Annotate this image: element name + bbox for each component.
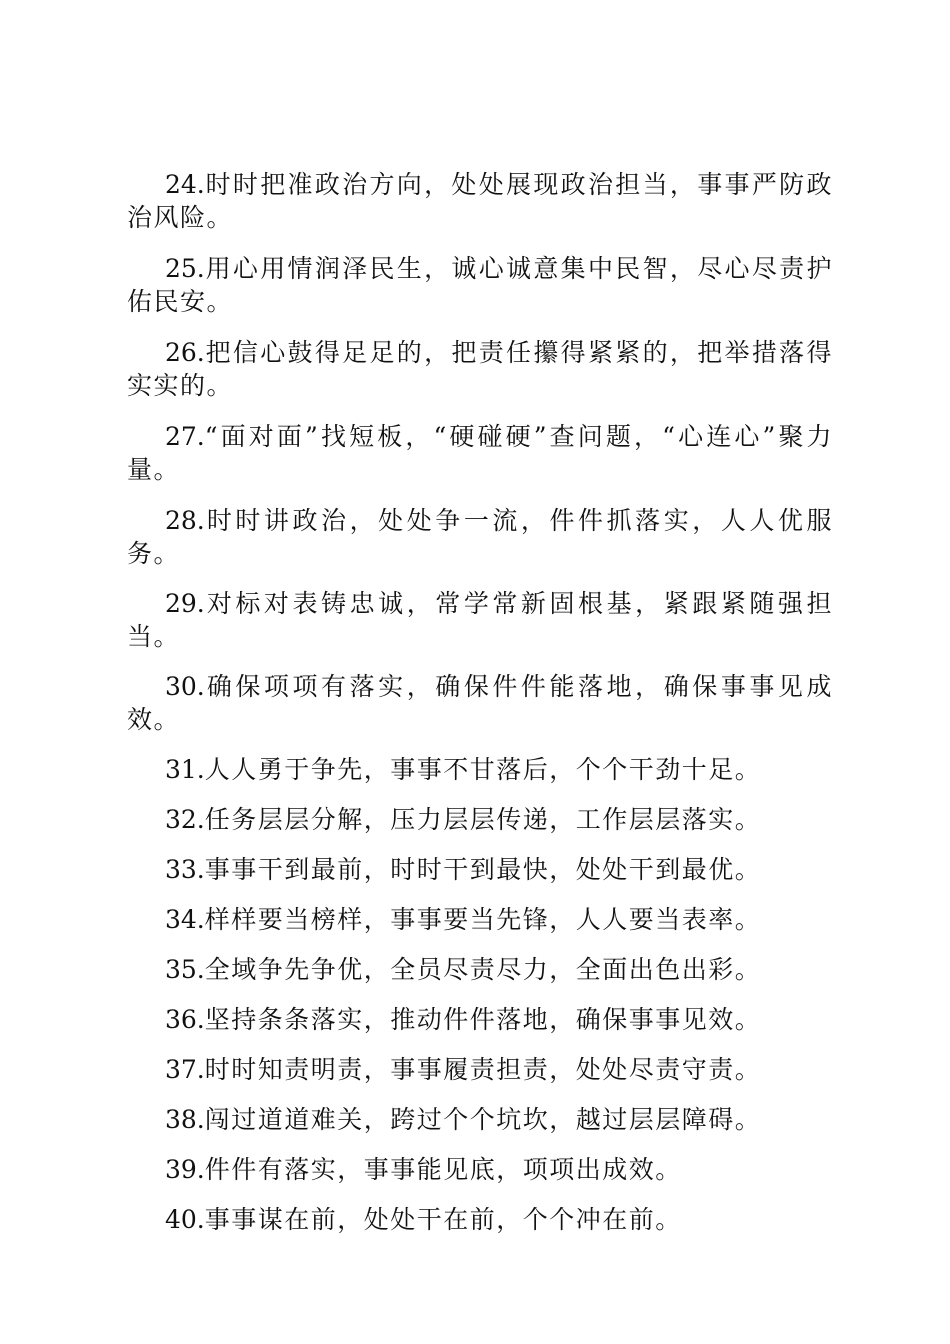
list-item-29 — [127, 587, 833, 653]
item-number: 24. — [165, 170, 205, 199]
item-text: 任务层层分解，压力层层传递，工作层层落实。 — [204, 805, 762, 834]
list-item-31 — [127, 753, 833, 786]
item-text: 事事干到最前，时时干到最快，处处干到最优。 — [204, 855, 762, 884]
item-number: 40. — [165, 1205, 205, 1234]
list-item-26 — [127, 336, 833, 402]
item-text: 件件有落实，事事能见底，项项出成效。 — [204, 1155, 682, 1184]
item-text: “面对面”找短板，“硬碰硬”查问题，“心连心”聚力量。 — [127, 422, 833, 484]
item-text: 确保项项有落实，确保件件能落地，确保事事见成效。 — [127, 672, 833, 734]
list-item-24 — [127, 168, 833, 234]
item-text: 时时把准政治方向，处处展现政治担当，事事严防政治风险。 — [127, 170, 833, 232]
item-text: 对标对表铸忠诚，常学常新固根基，紧跟紧随强担当。 — [127, 589, 833, 651]
item-text: 时时讲政治，处处争一流，件件抓落实，人人优服务。 — [127, 506, 833, 568]
list-item-27 — [127, 420, 833, 486]
item-number: 37. — [165, 1055, 205, 1084]
list-item-37 — [127, 1053, 833, 1086]
item-text: 样样要当榜样，事事要当先锋，人人要当表率。 — [204, 905, 762, 934]
item-text: 全域争先争优，全员尽责尽力，全面出色出彩。 — [204, 955, 762, 984]
item-number: 31. — [165, 755, 205, 784]
list-item-39 — [127, 1153, 833, 1186]
list-item-30 — [127, 670, 833, 736]
document-body — [127, 168, 833, 1253]
item-number: 32. — [165, 805, 205, 834]
item-text: 坚持条条落实，推动件件落地，确保事事见效。 — [204, 1005, 762, 1034]
item-text: 用心用情润泽民生，诚心诚意集中民智，尽心尽责护佑民安。 — [127, 254, 833, 316]
list-item-32 — [127, 803, 833, 836]
list-item-40 — [127, 1203, 833, 1236]
item-text: 把信心鼓得足足的，把责任攥得紧紧的，把举措落得实实的。 — [127, 338, 833, 400]
list-item-35 — [127, 953, 833, 986]
item-number: 39. — [165, 1155, 205, 1184]
item-number: 25. — [165, 254, 205, 283]
item-number: 38. — [165, 1105, 205, 1134]
item-text: 闯过道道难关，跨过个个坑坎，越过层层障碍。 — [204, 1105, 762, 1134]
item-number: 35. — [165, 955, 205, 984]
list-item-36 — [127, 1003, 833, 1036]
item-number: 27. — [165, 422, 205, 451]
item-number: 36. — [165, 1005, 205, 1034]
list-item-38 — [127, 1103, 833, 1136]
item-text: 时时知责明责，事事履责担责，处处尽责守责。 — [204, 1055, 762, 1084]
item-number: 30. — [165, 672, 205, 701]
item-number: 28. — [165, 506, 205, 535]
item-number: 34. — [165, 905, 205, 934]
item-text: 事事谋在前，处处干在前，个个冲在前。 — [204, 1205, 682, 1234]
list-item-33 — [127, 853, 833, 886]
item-text: 人人勇于争先，事事不甘落后，个个干劲十足。 — [204, 755, 762, 784]
item-number: 33. — [165, 855, 205, 884]
list-item-25 — [127, 252, 833, 318]
list-item-34 — [127, 903, 833, 936]
item-number: 26. — [165, 338, 205, 367]
list-item-28 — [127, 504, 833, 570]
item-number: 29. — [165, 589, 205, 618]
